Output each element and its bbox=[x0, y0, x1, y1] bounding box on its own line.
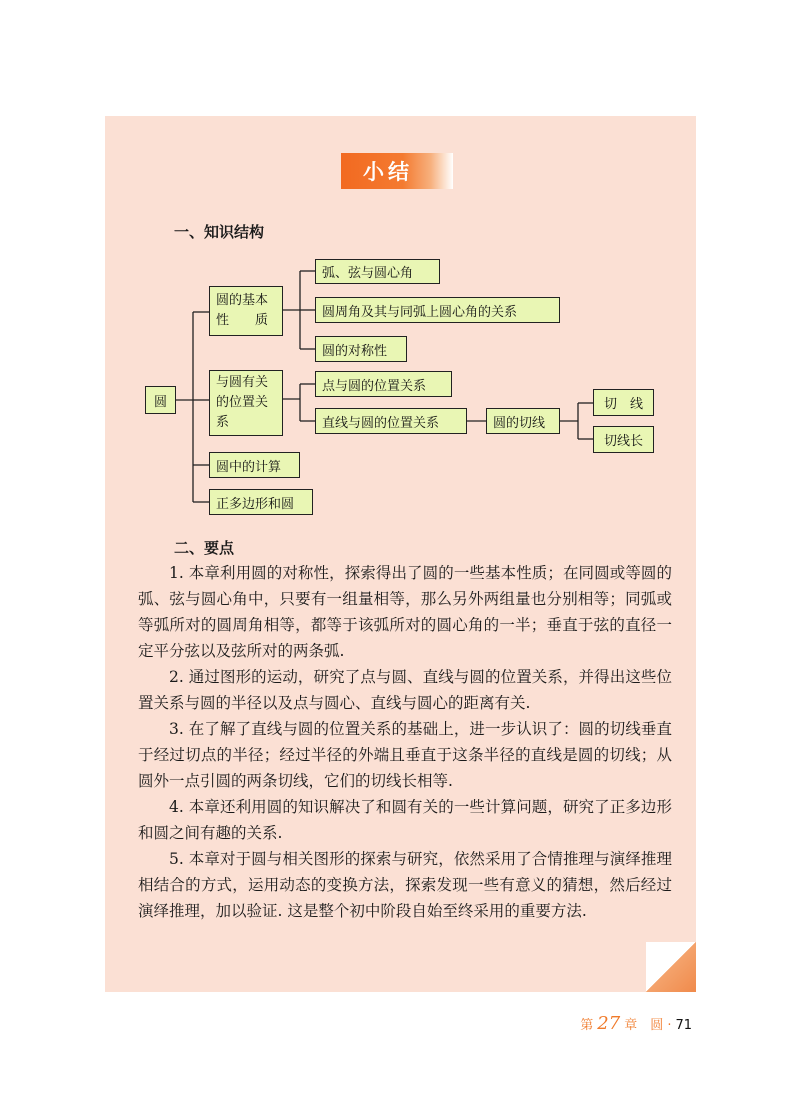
diagram-node-symmetry: 圆的对称性 bbox=[315, 336, 407, 362]
chapter-number: 27 bbox=[597, 1013, 621, 1034]
diagram-node-tangent: 切 线 bbox=[593, 389, 654, 416]
key-point: 5. 本章对于圆与相关图形的探索与研究，依然采用了合情推理与演绎推理相结合的方式，运用动态的变换方法，探索发现一些有意义的猜想，然后经过演绎推理，加以验证. 这是整个初中阶段自始至终采用的重要方法. bbox=[138, 850, 672, 920]
diagram-node-point-circle: 点与圆的位置关系 bbox=[315, 371, 452, 397]
diagram-node-inscribed-angle: 圆周角及其与同弧上圆心角的关系 bbox=[315, 297, 560, 323]
diagram-node-tangent-length: 切线长 bbox=[593, 426, 654, 453]
key-points-list bbox=[138, 560, 672, 924]
diagram-node-arc-chord-angle: 弧、弦与圆心角 bbox=[315, 259, 440, 284]
key-point: 2. 通过图形的运动，研究了点与圆、直线与圆的位置关系，并得出这些位置关系与圆的半径以及点与圆心、直线与圆心的距离有关. bbox=[138, 668, 672, 712]
page-title: 小结 bbox=[363, 160, 413, 184]
diagram-node-position-relations: 与圆有关 的位置关 系 bbox=[209, 370, 283, 436]
page-number: 71 bbox=[675, 1018, 692, 1033]
key-point: 4. 本章还利用圆的知识解决了和圆有关的一些计算问题，研究了正多边形和圆之间有趣的关系. bbox=[138, 798, 672, 842]
key-point: 3. 在了解了直线与圆的位置关系的基础上，进一步认识了：圆的切线垂直于经过切点的半径；经过半径的外端且垂直于这条半径的直线是圆的切线；从圆外一点引圆的两条切线，它们的切线长相等. bbox=[138, 720, 672, 790]
diagram-node-circle: 圆 bbox=[145, 386, 176, 414]
diagram-node-tangent-of-circle: 圆的切线 bbox=[486, 408, 560, 434]
diagram-node-basic-properties: 圆的基本 性 质 bbox=[209, 286, 283, 336]
diagram-node-polygon: 正多边形和圆 bbox=[209, 489, 313, 515]
section-heading-key-points: 二、要点 bbox=[174, 539, 235, 557]
diagram-node-line-circle: 直线与圆的位置关系 bbox=[315, 408, 467, 434]
key-point: 1. 本章利用圆的对称性，探索得出了圆的一些基本性质；在同圆或等圆的弧、弦与圆心角中，只要有一组量相等，那么另外两组量也分别相等；同弧或等弧所对的圆周角相等，都等于该弧所对的圆心角的一半；垂直于弦的直径一定平分弦以及弦所对的两条弧. bbox=[138, 564, 672, 660]
page-footer bbox=[580, 1013, 692, 1034]
chapter-prefix: 第 bbox=[580, 1018, 594, 1033]
chapter-suffix: 章 圆 · bbox=[624, 1018, 672, 1033]
section-heading-structure: 一、知识结构 bbox=[174, 223, 265, 241]
diagram-node-calculation: 圆中的计算 bbox=[209, 452, 300, 478]
